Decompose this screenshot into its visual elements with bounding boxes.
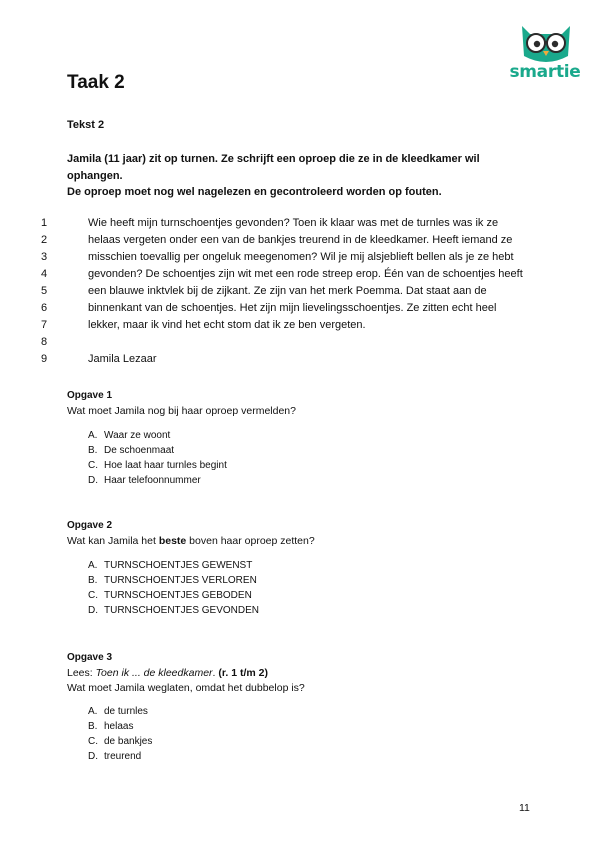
text-line bbox=[0, 251, 600, 268]
text-line bbox=[0, 336, 600, 353]
line-number: 4 bbox=[40, 268, 48, 280]
line-number: 2 bbox=[40, 234, 48, 246]
option-label: de bankjes bbox=[104, 736, 153, 747]
option-letter: B. bbox=[88, 445, 98, 456]
question-1-text: Wat moet Jamila nog bij haar oproep vermelden? bbox=[67, 405, 296, 417]
option-label: TURNSCHOENTJES GEBODEN bbox=[104, 590, 252, 601]
reference-quote: Toen ik ... de kleedkamer bbox=[95, 667, 213, 679]
text-line bbox=[0, 234, 600, 251]
text-line bbox=[0, 268, 600, 285]
option-letter: A. bbox=[88, 430, 98, 441]
option-letter: D. bbox=[88, 605, 98, 616]
option-letter: B. bbox=[88, 721, 98, 732]
signature-text: Jamila Lezaar bbox=[88, 353, 157, 365]
question-2-text bbox=[67, 535, 315, 547]
text-line bbox=[0, 217, 600, 234]
question-3-reference bbox=[67, 667, 268, 679]
option-letter: A. bbox=[88, 706, 98, 717]
reference-lines: (r. 1 t/m 2) bbox=[215, 667, 268, 679]
option-label: treurend bbox=[104, 751, 142, 762]
option-label: Haar telefoonnummer bbox=[104, 475, 201, 486]
line-number: 5 bbox=[40, 285, 48, 297]
question-2-heading: Opgave 2 bbox=[67, 520, 113, 531]
page-number: 11 bbox=[519, 802, 530, 814]
option-label: de turnles bbox=[104, 706, 148, 717]
line-text: helaas vergeten onder een van de bankjes treurend in de kleedkamer. Heeft iemand ze bbox=[88, 234, 513, 246]
text-subtitle: Tekst 2 bbox=[67, 119, 105, 131]
question-3-text: Wat moet Jamila weglaten, omdat het dubbelop is? bbox=[67, 682, 305, 694]
line-number: 8 bbox=[40, 336, 48, 348]
intro-line: Jamila (11 jaar) zit op turnen. Ze schrijft een oproep die ze in de kleedkamer wil ophangen. bbox=[67, 153, 480, 182]
option-label: TURNSCHOENTJES GEVONDEN bbox=[104, 605, 260, 616]
text-line bbox=[0, 285, 600, 302]
line-number: 7 bbox=[40, 319, 48, 331]
question-3-heading: Opgave 3 bbox=[67, 652, 113, 663]
numbered-text bbox=[0, 217, 600, 370]
intro-line: De oproep moet nog wel nagelezen en gecontroleerd worden op fouten. bbox=[67, 186, 442, 199]
intro-text bbox=[67, 151, 487, 201]
reference-dot: . bbox=[212, 667, 216, 679]
line-number: 1 bbox=[40, 217, 48, 229]
line-number: 3 bbox=[40, 251, 48, 263]
question-1-heading: Opgave 1 bbox=[67, 390, 113, 401]
option-label: TURNSCHOENTJES GEWENST bbox=[104, 560, 253, 571]
line-text: een blauwe inktvlek bij de zijkant. Ze zijn van het merk Poemma. Dat staat aan de bbox=[88, 285, 487, 297]
text-line bbox=[0, 302, 600, 319]
line-text: binnenkant van de schoentjes. Het zijn mijn lievelingsschoentjes. Ze zitten echt heel bbox=[88, 302, 497, 314]
option-letter: A. bbox=[88, 560, 98, 571]
line-text: gevonden? De schoentjes zijn wit met een rode streep erop. Één van de schoentjes heeft bbox=[88, 268, 523, 280]
page-title: Taak 2 bbox=[67, 72, 125, 93]
question-text-part: Wat kan Jamila het bbox=[67, 535, 159, 547]
reference-prefix: Lees: bbox=[67, 667, 96, 679]
line-number: 6 bbox=[40, 302, 48, 314]
line-text: misschien toevallig per ongeluk meegenomen? Wil je mij alsjeblieft bellen als je ze hebt bbox=[88, 251, 514, 263]
line-text: lekker, maar ik vind het echt stom dat ik ze ben vergeten. bbox=[88, 319, 366, 331]
option-label: helaas bbox=[104, 721, 134, 732]
brand-wordmark: smartie bbox=[509, 62, 581, 82]
question-text-part: boven haar oproep zetten? bbox=[186, 535, 315, 547]
text-line bbox=[0, 319, 600, 336]
option-letter: B. bbox=[88, 575, 98, 586]
option-label: Hoe laat haar turnles begint bbox=[104, 460, 227, 471]
question-emphasis: beste bbox=[158, 535, 187, 547]
option-letter: C. bbox=[88, 736, 98, 747]
line-text: Wie heeft mijn turnschoentjes gevonden? Toen ik klaar was met de turnles was ik ze bbox=[88, 217, 499, 229]
option-label: Waar ze woont bbox=[104, 430, 171, 441]
option-letter: C. bbox=[88, 590, 98, 601]
option-letter: D. bbox=[88, 751, 98, 762]
line-number: 9 bbox=[40, 353, 48, 365]
option-label: TURNSCHOENTJES VERLOREN bbox=[104, 575, 257, 586]
option-label: De schoenmaat bbox=[104, 445, 175, 456]
text-line bbox=[0, 353, 600, 370]
option-letter: C. bbox=[88, 460, 98, 471]
option-letter: D. bbox=[88, 475, 98, 486]
